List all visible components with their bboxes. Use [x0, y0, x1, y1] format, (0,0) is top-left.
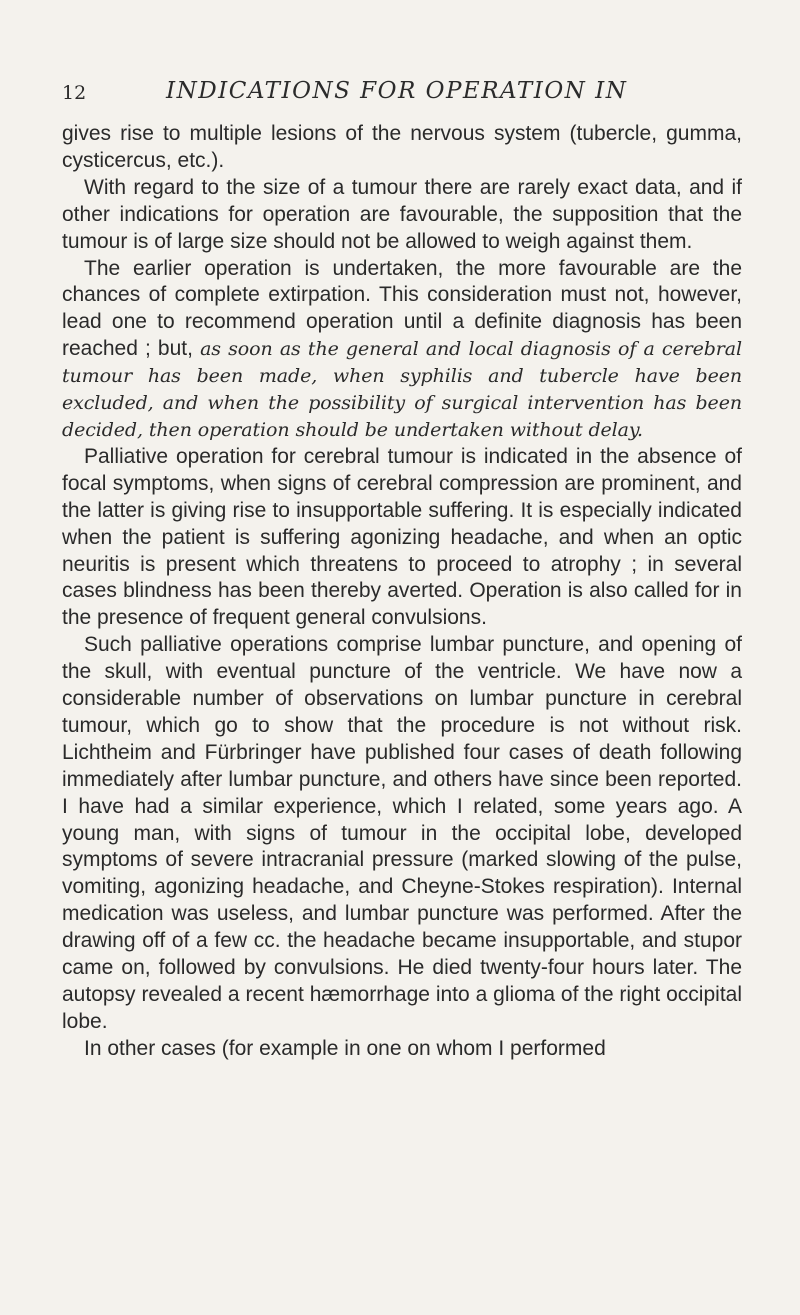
- paragraph: gives rise to multiple lesions of the nervous system (tubercle, gumma, cysticercus, etc.).: [62, 122, 742, 172]
- paragraph: [62, 256, 742, 444]
- italic-recommendation: as soon as the general and local diagnosis of a cerebral tumour has been made, when syphilis and tubercle have been excluded, and when the possibility of surgical intervention has been decided, then operation should be undertaken without delay.: [62, 338, 742, 441]
- paragraph: Palliative operation for cerebral tumour is indicated in the absence of focal symptoms, when signs of cerebral compression are prominent, and the latter is giving rise to insupportable suffering. It is especially indicated when the patient is suffering agonizing headache, and when an optic neuritis is present which threatens to proceed to atrophy ; in several cases blindness has been thereby averted. Operation is also called for in the presence of frequent general convulsions.: [62, 444, 742, 630]
- paragraph-text: The earlier operation is undertaken, the more favourable are the chances of complete extirpation. This consideration must not, however, lead one to recommend operation until a definite diagnosis has been reached ; but,: [62, 256, 742, 361]
- running-title: INDICATIONS FOR OPERATION IN: [166, 78, 628, 104]
- paragraph: In other cases (for example in one on whom I performed: [84, 1036, 606, 1060]
- paragraph: Such palliative operations comprise lumbar puncture, and opening of the skull, with eventual puncture of the ventricle. We have now a considerable number of observations on lumbar puncture in cerebral tumour, which go to show that the procedure is not without risk. Lichtheim and Fürbringer have published four cases of death following immediately after lumbar puncture, and others have since been reported. I have had a similar experience, which I related, some years ago. A young man, with signs of tumour in the occipital lobe, developed symptoms of severe intracranial pressure (marked slowing of the pulse, vomiting, agonizing headache, and Cheyne-Stokes respiration). Internal medication was useless, and lumbar puncture was performed. After the drawing off of a few cc. the headache became insupportable, and stupor came on, followed by convulsions. He died twenty-four hours later. The autopsy revealed a recent hæmorrhage into a glioma of the right occipital lobe.: [62, 633, 742, 1033]
- page-number: 12: [62, 82, 87, 104]
- page-header: [62, 78, 742, 112]
- body-text: [62, 121, 742, 1063]
- paragraph: With regard to the size of a tumour there are rarely exact data, and if other indications for operation are favourable, the supposition that the tumour is of large size should not be allowed to weigh against them.: [62, 175, 742, 253]
